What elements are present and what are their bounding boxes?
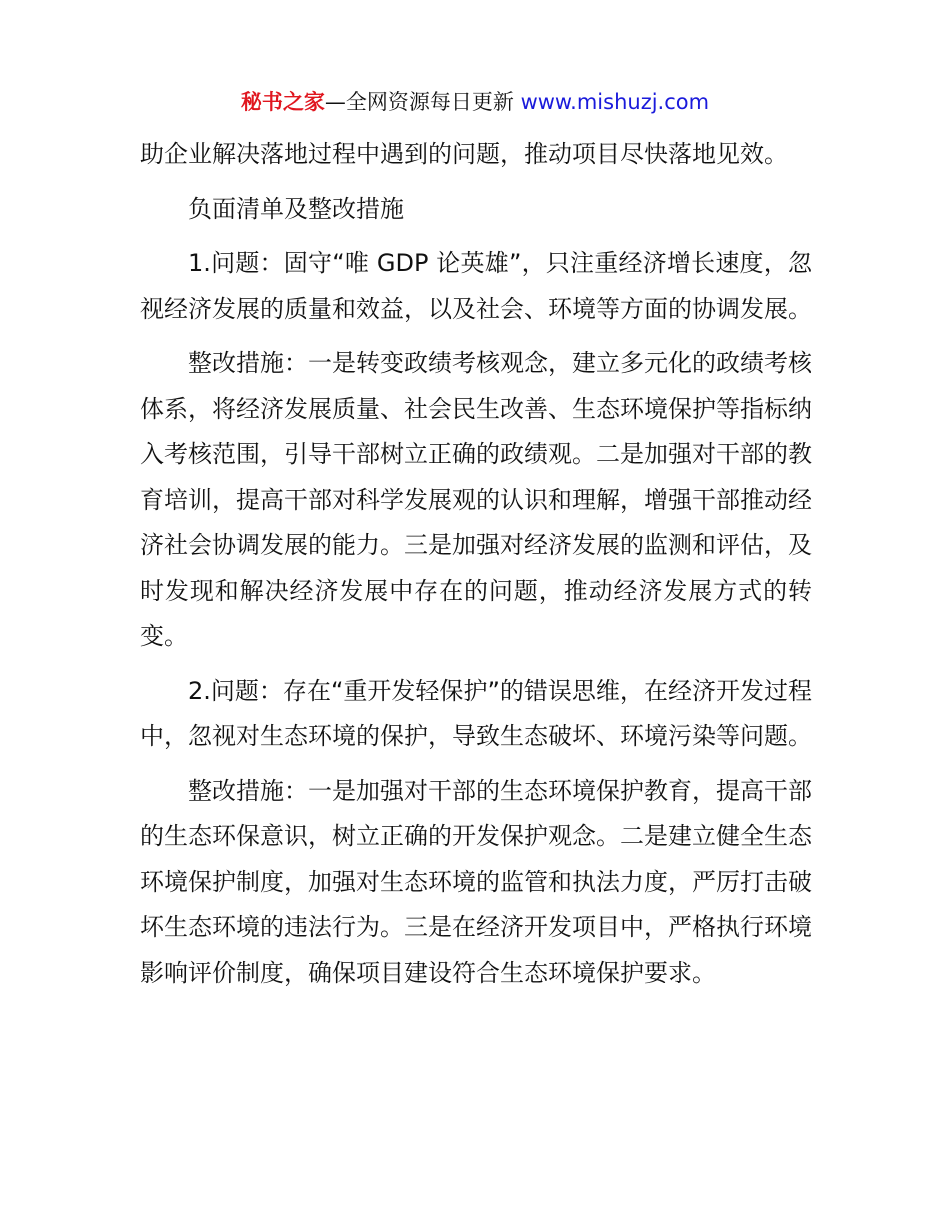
site-url-link[interactable]: www.mishuzj.com [520,90,710,114]
paragraph-continuation: 助企业解决落地过程中遇到的问题，推动项目尽快落地见效。 [140,140,788,168]
header-tagline: —全网资源每日更新 [324,90,514,114]
section-heading-negative-list: 负面清单及整改措施 [188,194,404,223]
document-body [140,132,812,1005]
paragraph-issue-1: 1.问题：固守“唯 GDP 论英雄”，只注重经济增长速度，忽视经济发展的质量和效益，以及社会、环境等方面的协调发展。 [140,249,812,323]
page-header [0,86,950,118]
brand-name: 秘书之家 [240,90,325,114]
paragraph-issue-2: 2.问题：存在“重开发轻保护”的错误思维，在经济开发过程中，忽视对生态环境的保护，导致生态破坏、环境污染等问题。 [140,676,812,750]
paragraph-measures-1: 整改措施：一是转变政绩考核观念，建立多元化的政绩考核体系，将经济发展质量、社会民生改善、生态环境保护等指标纳入考核范围，引导干部树立正确的政绩观。二是加强对干部的教育培训，提高干部对科学发展观的认识和理解，增强干部推动经济社会协调发展的能力。三是加强对经济发展的监测和评估，及时发现和解决经济发展中存在的问题，推动经济发展方式的转变。 [140,349,812,650]
paragraph-measures-2: 整改措施：一是加强对干部的生态环境保护教育，提高干部的生态环保意识，树立正确的开发保护观念。二是建立健全生态环境保护制度，加强对生态环境的监管和执法力度，严厉打击破坏生态环境的违法行为。三是在经济开发项目中，严格执行环境影响评价制度，确保项目建设符合生态环境保护要求。 [140,776,812,987]
